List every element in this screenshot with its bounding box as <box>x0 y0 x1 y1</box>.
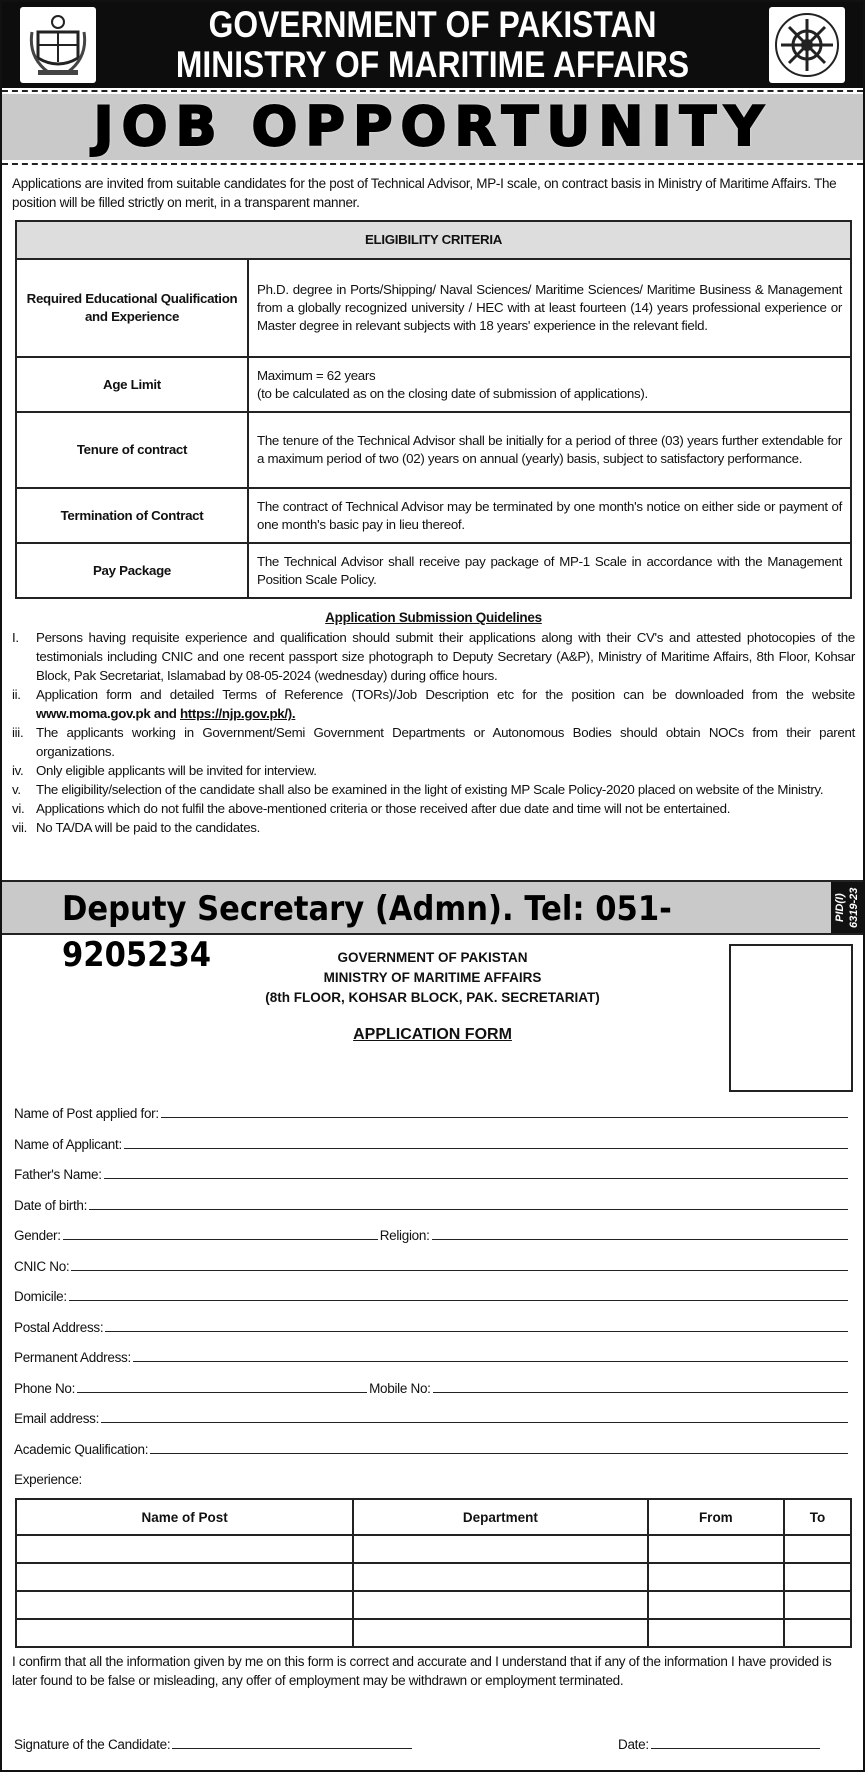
header-line1: GOVERNMENT OF PAKISTAN <box>208 4 657 45</box>
contact-text: Deputy Secretary (Admn). Tel: 051-9205234 <box>62 889 672 975</box>
row-value <box>248 357 851 412</box>
experience-label-row <box>14 1467 850 1487</box>
date-field[interactable] <box>618 1732 822 1752</box>
signature-field[interactable] <box>14 1732 414 1752</box>
table-row <box>16 488 851 543</box>
divider <box>2 163 863 165</box>
item-number: iii. <box>12 725 24 740</box>
header-line2: MINISTRY OF MARITIME AFFAIRS <box>175 44 690 85</box>
field-label: CNIC No: <box>14 1259 70 1274</box>
row-label: Termination of Contract <box>16 488 248 543</box>
row-label: Pay Package <box>16 543 248 598</box>
item-number: I. <box>12 630 19 645</box>
item-number: ii. <box>12 687 21 702</box>
pid-badge <box>831 882 863 933</box>
job-opportunity-banner: JOB OPPORTUNITY <box>2 94 863 160</box>
row-value: The tenure of the Technical Advisor shall be initially for a period of three (03) years further extendable for a maximum period of two (02) years on annual (yearly) basis, subject to satisfactory performance. <box>248 412 851 488</box>
table-row <box>16 1563 851 1591</box>
cell[interactable] <box>784 1535 851 1563</box>
cell[interactable] <box>353 1563 647 1591</box>
field-label: Father's Name: <box>14 1167 102 1182</box>
row-label: Required Educational Qualification and Experience <box>16 259 248 357</box>
experience-table <box>15 1498 852 1648</box>
confirmation-text: I confirm that all the information given by me on this form is correct and accurate and I understand that if any of the information I have provided is later found to be false or misleading, any offer of employment may be withdrawn or employment terminated. <box>12 1654 832 1688</box>
item-text: No TA/DA will be paid to the candidates. <box>36 820 261 835</box>
cell[interactable] <box>16 1619 353 1647</box>
list-item <box>12 628 855 685</box>
item-number: iv. <box>12 763 24 778</box>
field-label: Email address: <box>14 1411 100 1426</box>
phone-mobile-row <box>14 1376 850 1396</box>
phone-field[interactable] <box>77 1392 367 1393</box>
row-label: Age Limit <box>16 357 248 412</box>
form-org3: (8th FLOOR, KOHSAR BLOCK, PAK. SECRETARIAT) <box>265 990 600 1005</box>
field-label: Domicile: <box>14 1289 67 1304</box>
field-label: Experience: <box>14 1472 82 1487</box>
col-header: Department <box>353 1499 647 1535</box>
dob-field[interactable] <box>14 1193 850 1213</box>
moma-link[interactable]: www.moma.gov.pk <box>36 706 151 721</box>
item-text: Applications which do not fulfil the above-mentioned criteria or those received after due date and time will not be entertained. <box>36 801 731 816</box>
divider <box>2 90 863 92</box>
cell[interactable] <box>16 1563 353 1591</box>
cell[interactable] <box>353 1591 647 1619</box>
item-text: The eligibility/selection of the candidate shall also be examined in the light of existing MP Scale Policy-2020 placed on website of the Ministry. <box>36 782 824 797</box>
field-label: Name of Applicant: <box>14 1137 122 1152</box>
row-label: Tenure of contract <box>16 412 248 488</box>
row-value: Ph.D. degree in Ports/Shipping/ Naval Sciences/ Maritime Sciences/ Maritime Business & Management from a globally recognized university / HEC with at least fourteen (14) years professional experience or Master degree in relevant subjects with 18 years' experience in the relevant field. <box>248 259 851 357</box>
col-header: Name of Post <box>16 1499 353 1535</box>
table-row <box>16 412 851 488</box>
religion-label: Religion: <box>379 1228 430 1243</box>
domicile-field[interactable] <box>14 1284 850 1304</box>
field-label: Signature of the Candidate: <box>14 1737 171 1752</box>
permanent-address-field[interactable] <box>14 1345 850 1365</box>
postal-address-field[interactable] <box>14 1315 850 1335</box>
cnic-field[interactable] <box>14 1254 850 1274</box>
col-header: From <box>648 1499 785 1535</box>
row-value: The contract of Technical Advisor may be terminated by one month's notice on either side or payment of one month's basic pay in lieu thereof. <box>248 488 851 543</box>
guidelines-heading: Application Submission Quidelines <box>325 610 542 625</box>
eligibility-heading: ELIGIBILITY CRITERIA <box>16 221 851 259</box>
mobile-label: Mobile No: <box>369 1381 431 1396</box>
cell[interactable] <box>784 1619 851 1647</box>
list-item <box>12 799 855 818</box>
njp-link[interactable]: https://njp.gov.pk/). <box>179 706 296 721</box>
field-label: Permanent Address: <box>14 1350 131 1365</box>
pid-line2: 6319-23 <box>848 887 860 928</box>
age-note: (to be calculated as on the closing date of submission of applications). <box>257 385 648 401</box>
header <box>2 2 863 88</box>
list-item <box>12 761 855 780</box>
form-title-text: APPLICATION FORM <box>353 1026 512 1043</box>
form-title <box>2 1026 863 1044</box>
item-number: v. <box>12 782 21 797</box>
table-row <box>16 1619 851 1647</box>
table-row <box>16 1591 851 1619</box>
item-text: Only eligible applicants will be invited for interview. <box>36 763 317 778</box>
cell[interactable] <box>648 1535 785 1563</box>
cell[interactable] <box>648 1619 785 1647</box>
gender-field[interactable] <box>63 1239 378 1240</box>
cell[interactable] <box>16 1591 353 1619</box>
email-field[interactable] <box>14 1406 850 1426</box>
item-number: vi. <box>12 801 25 816</box>
table-row <box>16 1535 851 1563</box>
applicant-field[interactable] <box>14 1132 850 1152</box>
item-text: Persons having requisite experience and qualification should submit their applications along with their CV's and attested photocopies of the testimonials including CNIC and one recent passport size photograph to Deputy Secretary (A&P), Ministry of Maritime Affairs, 8th Floor, Kohsar Block, Pak Secretariat, Islamabad by 08-05-2024 (wednesday) during office hours. <box>36 630 855 683</box>
guidelines <box>12 608 855 837</box>
list-item <box>12 685 855 723</box>
cell[interactable] <box>648 1563 785 1591</box>
ministry-emblem-logo <box>769 7 845 83</box>
eligibility-table <box>15 220 852 599</box>
cell[interactable] <box>784 1591 851 1619</box>
pid-line1: PID(I) <box>834 893 846 922</box>
cell[interactable] <box>784 1563 851 1591</box>
table-row <box>16 357 851 412</box>
list-item <box>12 780 855 799</box>
religion-field[interactable] <box>432 1239 848 1240</box>
phone-label: Phone No: <box>14 1381 76 1396</box>
table-row <box>16 543 851 598</box>
item-number: vii. <box>12 820 28 835</box>
gender-label: Gender: <box>14 1228 61 1243</box>
item-text-main: Application form and detailed Terms of Reference (TORs)/Job Description etc for the position can be downloaded from the website <box>36 687 855 702</box>
mobile-field[interactable] <box>433 1392 848 1393</box>
field-label: Name of Post applied for: <box>14 1106 159 1121</box>
table-row <box>16 259 851 357</box>
field-label: Date: <box>618 1737 649 1752</box>
form-org1: GOVERNMENT OF PAKISTAN <box>337 950 528 965</box>
col-header: To <box>784 1499 851 1535</box>
row-value: The Technical Advisor shall receive pay package of MP-1 Scale in accordance with the Management Position Scale Policy. <box>248 543 851 598</box>
form-org2: MINISTRY OF MARITIME AFFAIRS <box>323 970 542 985</box>
age-max: Maximum = 62 years <box>257 367 376 383</box>
cell[interactable] <box>353 1619 647 1647</box>
intro-text: Applications are invited from suitable candidates for the post of Technical Advisor, MP-I scale, on contract basis in Ministry of Maritime Affairs. The position will be filled strictly on merit, in a transparent manner. <box>12 176 837 210</box>
photo-box <box>729 944 853 1092</box>
field-label: Postal Address: <box>14 1320 104 1335</box>
field-label: Academic Qualification: <box>14 1442 149 1457</box>
post-field[interactable] <box>14 1101 850 1121</box>
gender-religion-row <box>14 1223 850 1243</box>
and-text: and <box>150 706 180 721</box>
item-text: The applicants working in Government/Semi Government Departments or Autonomous Bodies should obtain NOCs from their parent organizations. <box>36 725 855 759</box>
academic-field[interactable] <box>14 1437 850 1457</box>
cell[interactable] <box>16 1535 353 1563</box>
father-name-field[interactable] <box>14 1162 850 1182</box>
field-label: Date of birth: <box>14 1198 88 1213</box>
cell[interactable] <box>648 1591 785 1619</box>
list-item <box>12 818 855 837</box>
cell[interactable] <box>353 1535 647 1563</box>
list-item <box>12 723 855 761</box>
item-text <box>36 685 855 723</box>
